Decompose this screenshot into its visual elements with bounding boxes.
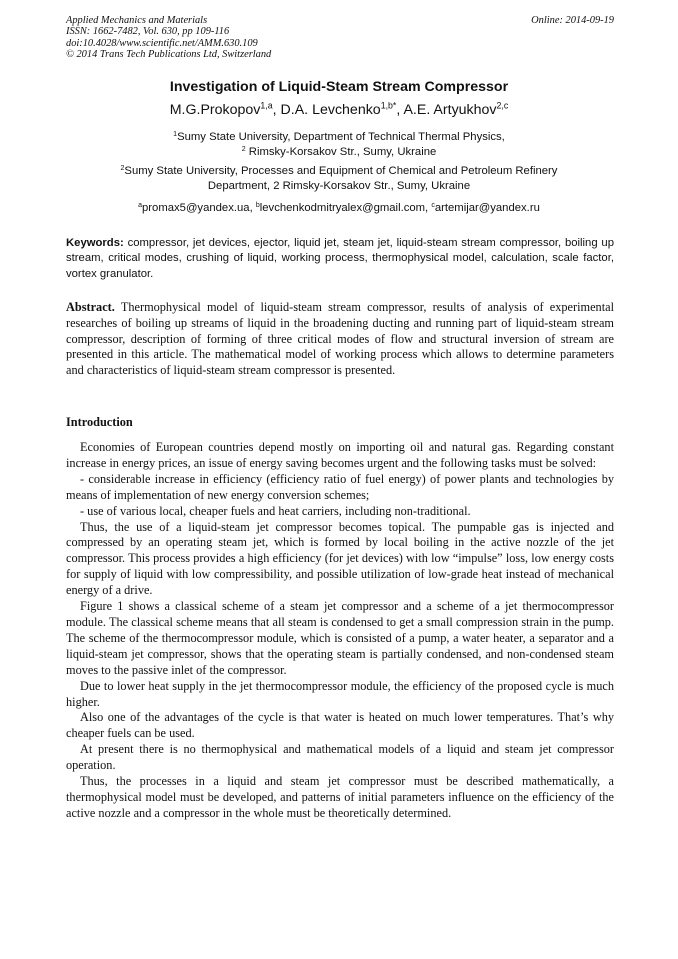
paragraph: Economies of European countries depend mostly on importing oil and natural gas. Regarding constant increase in energy prices, an issue of energy saving becomes urgent and the following tasks must be solved: [66,440,614,470]
affiliation-1 [0,130,678,161]
author-name: D.A. Levchenko [280,102,381,118]
journal-name: Applied Mechanics and Materials [66,15,208,26]
email-address[interactable]: artemijar@yandex.ru [434,202,540,214]
section-heading: Introduction [66,415,133,429]
email-list [0,202,678,214]
paragraph: Also one of the advantages of the cycle is that water is heated on much lower temperatures. That’s why cheaper fuels can be used. [66,710,614,741]
email-mark: c [431,201,435,209]
abstract-text: Thermophysical model of liquid-steam stream compressor, results of analysis of experimental researches of boiling up streams of liquid in the broadening ducting and running part of liquid-steam stream compressor, description of forming of three critical modes of flow and structural inversion of stream are presented in this article. The mathematical model of working process which allows to determine parameters and characteristics of liquid-steam stream compressor is presented. [66,300,614,378]
publication-info [66,15,271,60]
keywords-text: compressor, jet devices, ejector, liquid jet, steam jet, liquid-steam stream compressor, boiling up stream, critical modes, crushing of liquid, working process, thermophysical model, calculation, scale factor, vortex granulator. [66,237,614,280]
author-affiliation-mark: 1,a [260,100,273,111]
paragraph: Thus, the use of a liquid-steam jet compressor becomes topical. The pumpable gas is injected and compressed by an operating steam jet, which is formed by local boiling in the active nozzle of the jet compressor. This process provides a high efficiency (for jet devices) with low “impulse” loss, low energy costs for supply of liquid with low compressibility, and possible utilization of low-grade heat instead of mechanical energy of a drive. [66,519,614,598]
abstract-block [66,300,614,379]
affiliation-line: Rimsky-Korsakov Str., Sumy, Ukraine [245,146,437,159]
copyright-line: © 2014 Trans Tech Publications Ltd, Switzerland [66,48,272,60]
affiliation-mark: 1 [173,130,178,138]
abstract-label: Abstract. [66,300,115,314]
paragraph: Due to lower heat supply in the jet thermocompressor module, the efficiency of the proposed cycle is much higher. [66,678,614,709]
bullet-item: - considerable increase in efficiency (efficiency ratio of fuel energy) of power plants and technologies by means of implementation of new energy conversion schemes; [66,471,614,502]
affiliation-line: Sumy State University, Processes and Equipment of Chemical and Petroleum Refinery [124,165,558,177]
email-mark: a [138,201,143,209]
affiliation-mark: 2 [241,146,246,154]
email-mark: b [255,201,260,209]
paper-title: Investigation of Liquid-Steam Stream Compressor [169,79,509,95]
email-address[interactable]: levchenkodmitryalex@gmail.com, [259,202,429,214]
affiliation-line: Department, 2 Rimsky-Korsakov Str., Sumy, Ukraine [207,180,471,193]
introduction-body [66,440,614,822]
paragraph: Thus, the processes in a liquid and steam jet compressor must be described mathematically, a thermophysical model must be developed, and patterns of initial parameters influence on the efficiency of the active nozzle and a compressor in the whole must be theoretically determined. [66,774,614,820]
author-name: M.G.Prokopov [169,102,261,118]
bullet-item: - use of various local, cheaper fuels and heat carriers, including non-traditional. [80,503,471,518]
paragraph: Figure 1 shows a classical scheme of a steam jet compressor and a scheme of a jet thermocompressor module. The classical scheme means that all steam is condensed to get a small compression strain in the pump. The scheme of the thermocompressor module, which is consisted of a pump, a water heater, a separator and a liquid-steam jet compressor, shows that the operating steam is partially condensed, and non-condensed steam moves to the passive inlet of the compressor. [66,599,614,677]
keywords-block [66,236,614,282]
issn-line: ISSN: 1662-7482, Vol. 630, pp 109-116 [66,26,230,38]
keywords-label: Keywords: [66,237,124,249]
online-date: Online: 2014-09-19 [531,15,614,26]
author-affiliation-mark: 1,b* [380,100,397,111]
affiliation-mark: 2 [120,164,125,172]
doi-line: doi:10.4028/www.scientific.net/AMM.630.109 [66,37,258,49]
email-address[interactable]: promax5@yandex.ua, [142,202,253,214]
paragraph: At present there is no thermophysical and mathematical models of a liquid and steam jet compressor operation. [66,742,614,773]
author-name: A.E. Artyukhov [403,102,497,118]
affiliation-line: Sumy State University, Department of Technical Thermal Physics, [177,131,505,143]
affiliation-2 [0,164,678,195]
author-affiliation-mark: 2,c [496,100,509,111]
author-list: M.G.Prokopov$^{1,a}$, D.A. Levchenko$^{1,b*}$, A.E. Artyukhov$^{2,c}$ [169,100,509,118]
